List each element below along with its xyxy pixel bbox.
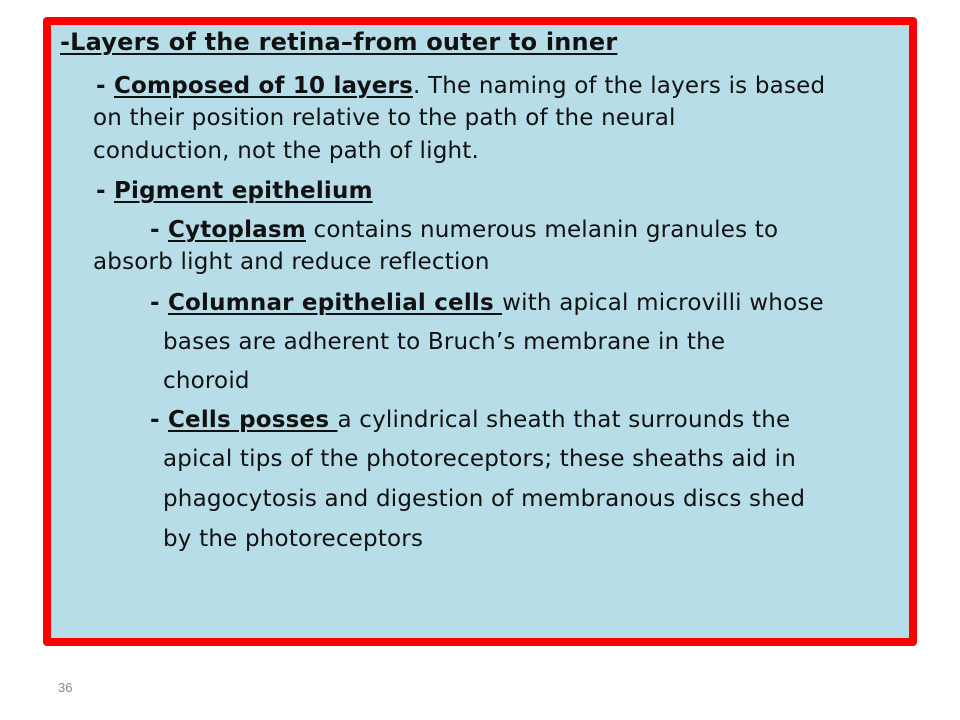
line-cells [150,406,790,434]
line-text: phagocytosis and digestion of membranous discs shed [163,486,806,512]
columnar-emphasis: Columnar epithelial cells [167,290,503,316]
line-prefix: - [150,407,168,433]
line-text: apical tips of the photoreceptors; these sheaths aid in [163,446,797,472]
cells-emphasis: Cells posses [167,407,338,433]
pigment-emphasis: Pigment epithelium [113,178,373,204]
line-text: bases are adherent to Bruch’s membrane in the [163,329,726,355]
page-number: 36 [58,680,73,695]
cytoplasm-emphasis: Cytoplasm [167,217,306,243]
line-prefix: - [150,217,168,243]
line-composed [96,72,825,100]
line-text: by the photoreceptors [163,526,424,552]
line-text: on their position relative to the path of the neural [93,105,676,131]
line-text: choroid [163,368,250,394]
line-prefix: - [96,73,114,99]
line-text: contains numerous melanin granules to [305,217,779,243]
line-text: conduction, not the path of light. [93,138,479,164]
line-columnar [150,289,824,317]
line-text: . The naming of the layers is based [413,73,826,99]
line-text: with apical microvilli whose [502,290,824,316]
slide-title: -Layers of the retina–from outer to inner [60,28,618,56]
composed-emphasis: Composed of 10 layers [113,73,413,99]
line-text: a cylindrical sheath that surrounds the [337,407,791,433]
line-text: absorb light and reduce reflection [93,249,490,275]
line-cytoplasm [150,216,778,244]
line-pigment [96,177,373,205]
line-prefix: - [150,290,168,316]
line-prefix: - [96,178,114,204]
